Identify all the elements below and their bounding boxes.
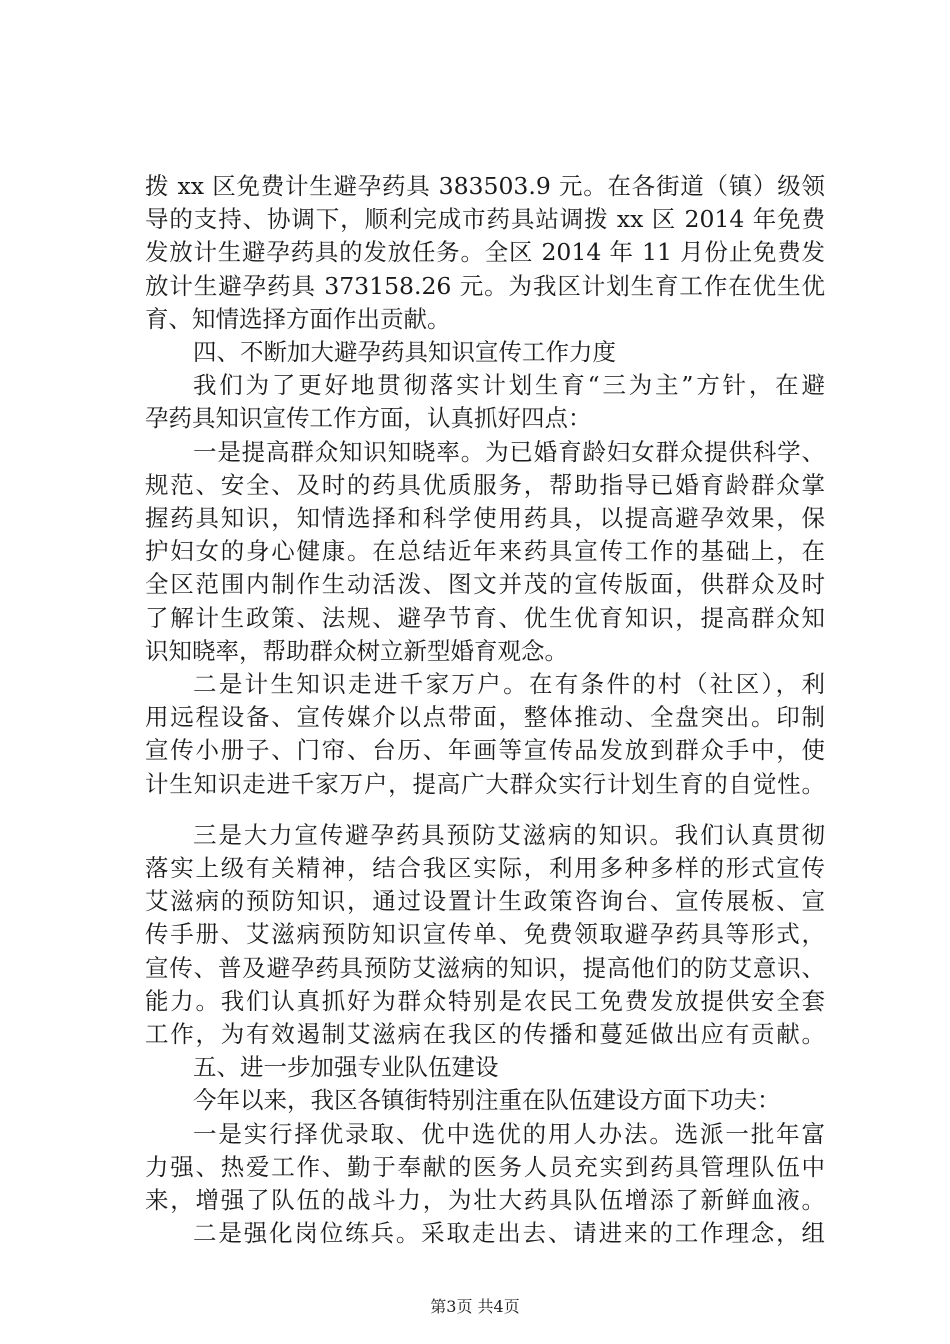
body-text-line: 二是计生知识走进千家万户。在有条件的村（社区），利	[193, 670, 825, 698]
body-text-line: 识知晓率，帮助群众树立新型婚育观念。	[145, 637, 568, 665]
body-text-line: 规范、安全、及时的药具优质服务，帮助指导已婚育龄群众掌	[145, 471, 825, 499]
body-text-line: 力强、热爱工作、勤于奉献的医务人员充实到药具管理队伍中	[145, 1153, 825, 1181]
body-text-line: 一是实行择优录取、优中选优的用人办法。选派一批年富	[193, 1120, 825, 1148]
body-text-line: 育、知情选择方面作出贡献。	[145, 305, 451, 333]
body-text-line: 护妇女的身心健康。在总结近年来药具宣传工作的基础上，在	[145, 537, 825, 565]
body-text-line: 宣传、普及避孕药具预防艾滋病的知识，提高他们的防艾意识、	[145, 954, 825, 982]
body-text-line: 拨 xx 区免费计生避孕药具 383503.9 元。在各街道（镇）级领	[145, 172, 825, 200]
body-text-line: 我们为了更好地贯彻落实计划生育“三为主”方针，在避	[193, 371, 825, 399]
body-text-line: 传手册、艾滋病预防知识宣传单、免费领取避孕药具等形式，	[145, 920, 825, 948]
body-text-line: 用远程设备、宣传媒介以点带面，整体推动、全盘突出。印制	[145, 703, 825, 731]
body-text-line: 发放计生避孕药具的发放任务。全区 2014 年 11 月份止免费发	[145, 238, 825, 266]
body-text-line: 了解计生政策、法规、避孕节育、优生优育知识，提高群众知	[145, 604, 825, 632]
body-text-line: 全区范围内制作生动活泼、图文并茂的宣传版面，供群众及时	[145, 570, 825, 598]
body-text-line: 三是大力宣传避孕药具预防艾滋病的知识。我们认真贯彻	[193, 821, 825, 849]
section-heading: 四、不断加大避孕药具知识宣传工作力度	[193, 338, 616, 366]
body-text-line: 落实上级有关精神，结合我区实际，利用多种多样的形式宣传	[145, 854, 825, 882]
body-text-line: 艾滋病的预防知识，通过设置计生政策咨询台、宣传展板、宣	[145, 887, 825, 915]
body-text-line: 放计生避孕药具 373158.26 元。为我区计划生育工作在优生优	[145, 272, 825, 300]
section-heading: 五、进一步加强专业队伍建设	[193, 1053, 499, 1081]
body-text-line: 导的支持、协调下，顺利完成市药具站调拨 xx 区 2014 年免费	[145, 205, 825, 233]
body-text-line: 二是强化岗位练兵。采取走出去、请进来的工作理念，组	[193, 1219, 825, 1247]
body-text-line: 来，增强了队伍的战斗力，为壮大药具队伍增添了新鲜血液。	[145, 1186, 825, 1214]
body-text-line: 能力。我们认真抓好为群众特别是农民工免费发放提供安全套	[145, 987, 825, 1015]
body-text-line: 工作，为有效遏制艾滋病在我区的传播和蔓延做出应有贡献。	[145, 1020, 825, 1048]
body-text-line: 握药具知识，知情选择和科学使用药具，以提高避孕效果，保	[145, 504, 825, 532]
body-text-line: 孕药具知识宣传工作方面，认真抓好四点：	[145, 404, 592, 432]
body-text-line: 计生知识走进千家万户，提高广大群众实行计划生育的自觉性。	[145, 770, 825, 798]
body-text-line: 一是提高群众知识知晓率。为已婚育龄妇女群众提供科学、	[193, 438, 825, 466]
page-number-footer: 第3页 共4页	[430, 1297, 520, 1316]
body-text-line: 宣传小册子、门帘、台历、年画等宣传品发放到群众手中，使	[145, 736, 825, 764]
body-text-line: 今年以来，我区各镇街特别注重在队伍建设方面下功夫：	[193, 1086, 781, 1114]
